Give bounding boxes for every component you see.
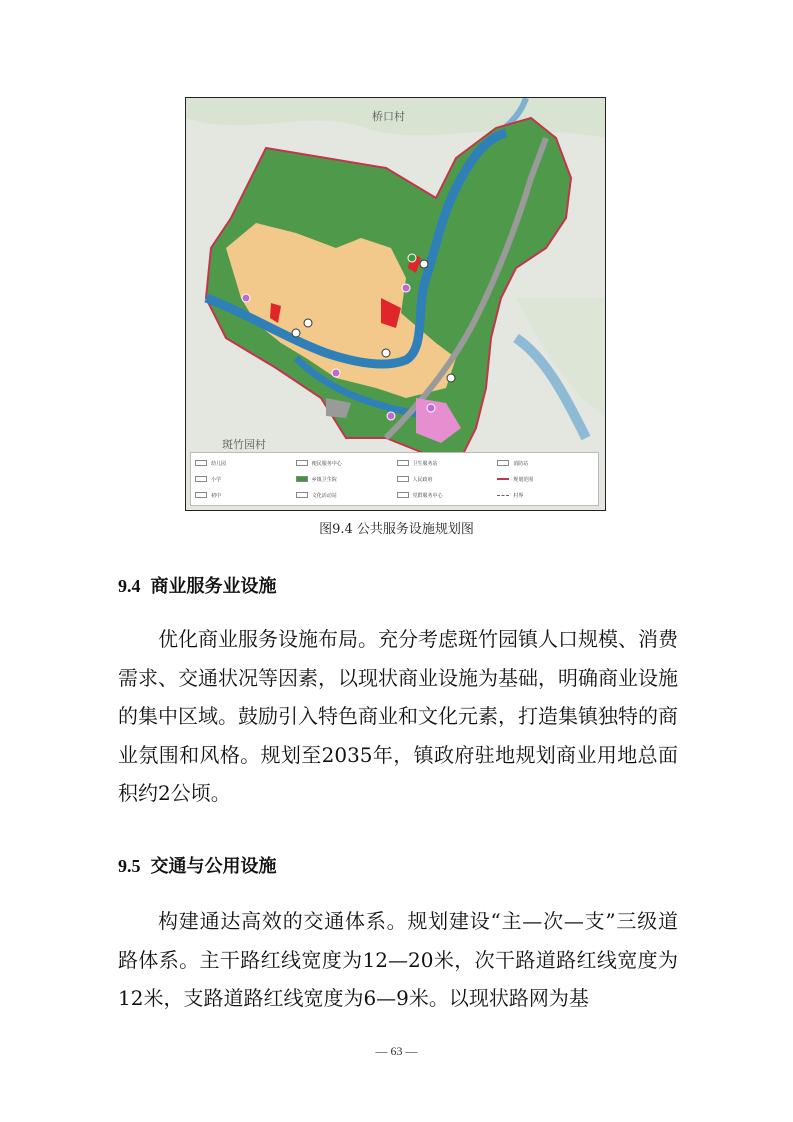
- legend-item: 乡镇卫生院: [296, 471, 393, 487]
- section-number: 9.4: [118, 576, 141, 596]
- facility-marker: [420, 260, 428, 268]
- page-number: — 63 —: [375, 1044, 418, 1058]
- facility-marker: [447, 374, 455, 382]
- legend-symbol: [296, 476, 308, 482]
- legend-symbol: [296, 460, 308, 466]
- facility-marker: [332, 369, 340, 377]
- section-9-5-paragraph: 构建通达高效的交通体系。规划建设“主—次—支”三级道路体系。主干路红线宽度为12—20米，次干路道路红线宽度为12米，支路道路红线宽度为6—9米。以现状路网为基: [118, 909, 678, 1010]
- legend-symbol: [497, 495, 509, 496]
- legend-symbol: [195, 492, 207, 498]
- map-legend: [190, 452, 599, 506]
- facility-marker: [382, 349, 390, 357]
- section-title: 商业服务业设施: [150, 576, 277, 597]
- section-heading-9-5: [118, 852, 277, 878]
- legend-item: 小学: [195, 471, 292, 487]
- section-title: 交通与公用设施: [150, 856, 277, 877]
- legend-item: 消防站: [497, 455, 594, 471]
- legend-symbol: [397, 476, 409, 482]
- section-heading-9-4: [118, 572, 277, 598]
- legend-item: 人民政府: [397, 471, 494, 487]
- legend-symbol: [296, 492, 308, 498]
- legend-symbol: [497, 460, 509, 466]
- legend-symbol: [195, 460, 207, 466]
- legend-item: 幼儿园: [195, 455, 292, 471]
- figure-caption: 图9.4 公共服务设施规划图: [319, 522, 474, 537]
- legend-item: 规划范围: [497, 471, 594, 487]
- legend-item: 文化活动站: [296, 487, 393, 503]
- legend-item: 初中: [195, 487, 292, 503]
- planning-map-figure: [185, 97, 606, 511]
- facility-marker: [387, 412, 395, 420]
- facility-marker: [427, 404, 435, 412]
- legend-symbol: [497, 478, 509, 480]
- legend-symbol: [397, 492, 409, 498]
- facility-marker: [402, 284, 410, 292]
- legend-item: 便民服务中心: [296, 455, 393, 471]
- facility-marker: [408, 254, 416, 262]
- section-number: 9.5: [118, 856, 141, 876]
- village-label-banzhuyuan: 斑竹园村: [222, 438, 266, 451]
- legend-symbol: [195, 476, 207, 482]
- legend-item: 党群服务中心: [397, 487, 494, 503]
- legend-item: 卫生服务站: [397, 455, 494, 471]
- facility-marker: [242, 294, 250, 302]
- legend-item: 村界: [497, 487, 594, 503]
- legend-symbol: [397, 460, 409, 466]
- village-label-qiaokou: 桥口村: [372, 110, 405, 123]
- facility-marker: [304, 319, 312, 327]
- section-9-4-paragraph: 优化商业服务设施布局。充分考虑斑竹园镇人口规模、消费需求、交通状况等因素，以现状商业设施为基础，明确商业设施的集中区域。鼓励引入特色商业和文化元素，打造集镇独特的商业氛围和风格。规划至2035年，镇政府驻地规划商业用地总面积约2公顷。: [118, 627, 678, 805]
- facility-marker: [292, 329, 300, 337]
